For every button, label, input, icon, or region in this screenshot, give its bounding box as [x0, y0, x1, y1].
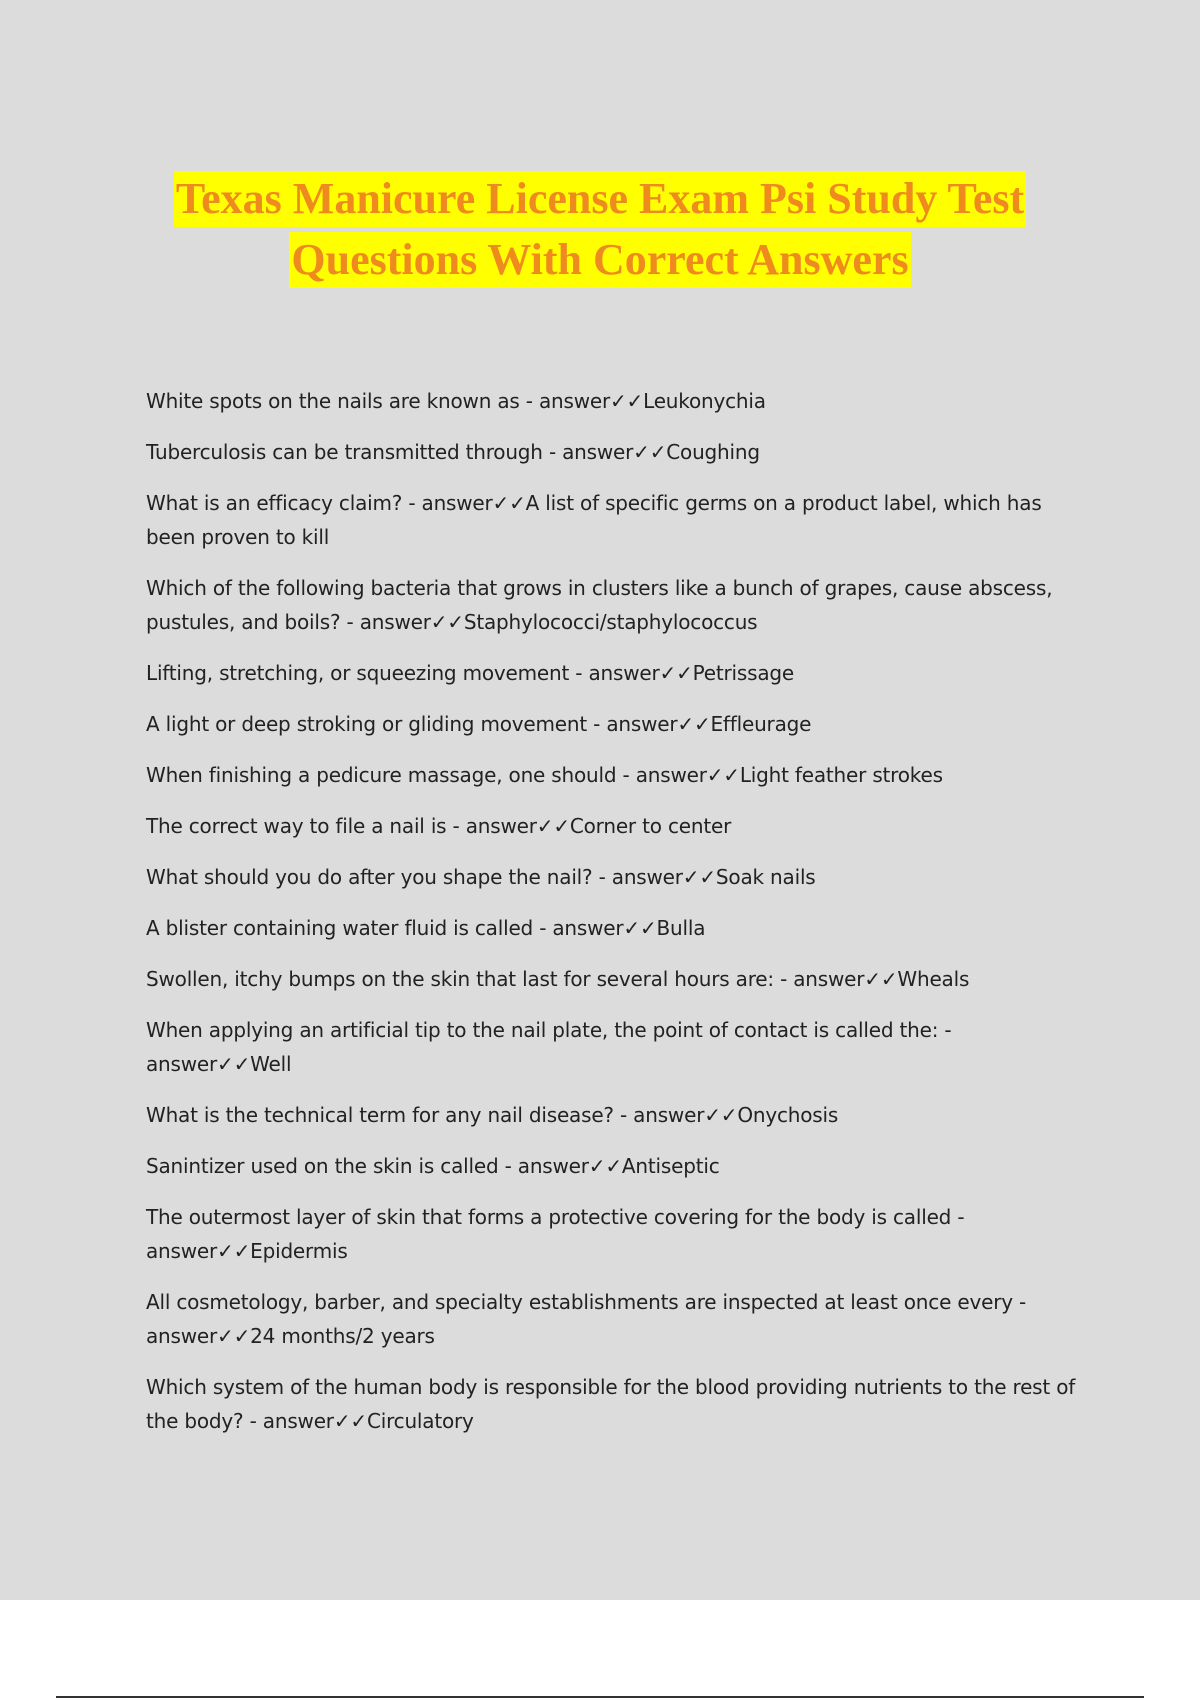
qa-item: What should you do after you shape the nail? - answer✓✓Soak nails	[146, 865, 816, 889]
footer-divider	[56, 1696, 1144, 1698]
title-line-2: Questions With Correct Answers	[289, 232, 910, 288]
qa-item: The correct way to file a nail is - answer✓✓Corner to center	[146, 814, 732, 838]
qa-item: Lifting, stretching, or squeezing movement - answer✓✓Petrissage	[146, 661, 794, 685]
qa-item: Tuberculosis can be transmitted through - answer✓✓Coughing	[146, 440, 760, 464]
qa-item: A blister containing water fluid is called - answer✓✓Bulla	[146, 916, 706, 940]
qa-item: All cosmetology, barber, and specialty establishments are inspected at least once every - answer✓✓24 months/2 years	[146, 1290, 1027, 1348]
qa-item: Swollen, itchy bumps on the skin that last for several hours are: - answer✓✓Wheals	[146, 967, 970, 991]
qa-item: Sanintizer used on the skin is called - answer✓✓Antiseptic	[146, 1154, 720, 1178]
qa-list	[146, 384, 1086, 1455]
qa-item: White spots on the nails are known as - answer✓✓Leukonychia	[146, 389, 766, 413]
qa-item: The outermost layer of skin that forms a protective covering for the body is called - answer✓✓Epidermis	[146, 1205, 965, 1263]
qa-item: What is the technical term for any nail disease? - answer✓✓Onychosis	[146, 1103, 839, 1127]
qa-item: Which system of the human body is responsible for the blood providing nutrients to the rest of the body? - answer✓✓Circulatory	[146, 1375, 1076, 1433]
qa-item: When finishing a pedicure massage, one should - answer✓✓Light feather strokes	[146, 763, 943, 787]
qa-item: Which of the following bacteria that grows in clusters like a bunch of grapes, cause abscess, pustules, and boils? - answer✓✓Staphylococci/staphylococcus	[146, 576, 1053, 634]
qa-item: What is an efficacy claim? - answer✓✓A list of specific germs on a product label, which has been proven to kill	[146, 491, 1042, 549]
page-footer-area	[0, 1600, 1200, 1700]
qa-item: A light or deep stroking or gliding movement - answer✓✓Effleurage	[146, 712, 812, 736]
title-line-1: Texas Manicure License Exam Psi Study Test	[174, 171, 1026, 227]
qa-item: When applying an artificial tip to the nail plate, the point of contact is called the: - answer✓✓Well	[146, 1018, 952, 1076]
document-title	[100, 168, 1100, 290]
